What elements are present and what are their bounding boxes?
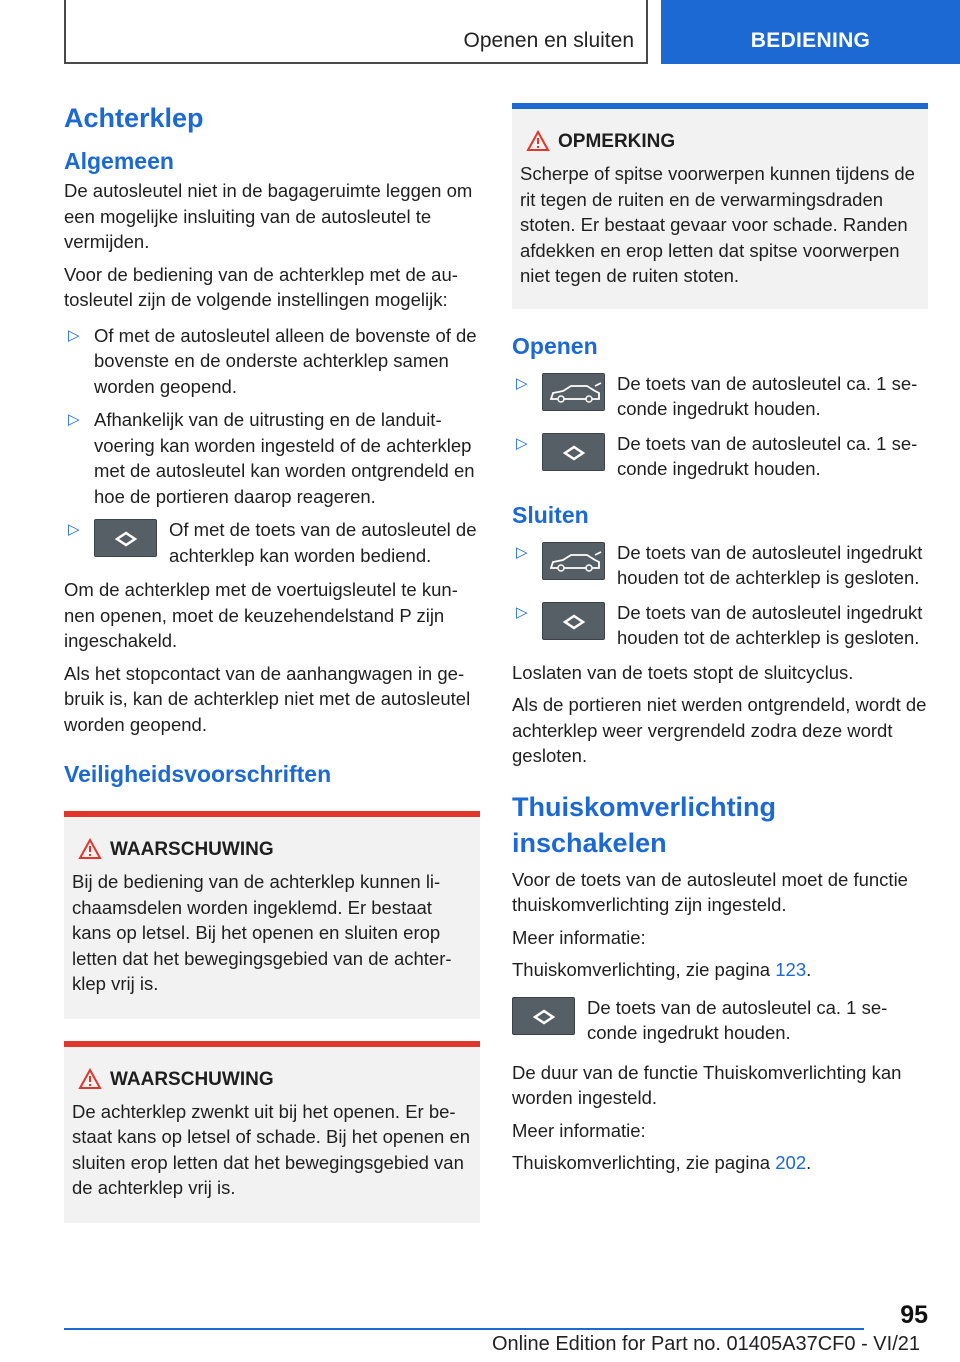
- list-item: ▷ Afhankelijk van de uitrusting en de landuitvoering kan worden ingesteld of de achterklep met de autosleutel kan worden ontgrendeld en hoe de portieren daarop reageren.: [68, 409, 475, 507]
- paragraph: Voor de bediening van de achterklep met de autosleutel zijn de volgende instellingen mogelijk:: [64, 263, 458, 310]
- page-link-123[interactable]: 123: [775, 959, 807, 980]
- paragraph: Meer informatie:: [512, 926, 646, 948]
- paragraph: Loslaten van de toets stopt de sluitcyclus.: [512, 661, 854, 683]
- page-title: Achterklep: [64, 103, 204, 133]
- warning-triangle-icon: [526, 130, 550, 152]
- list-item: ▷ De toets van de autosleutel ingedrukt houden tot de achterklep is gesloten.: [516, 541, 923, 588]
- list-item: ▷ Of met de toets van de autosleutel de achterklep kan worden bediend.: [68, 519, 477, 566]
- tailgate-key-icon: [542, 373, 605, 411]
- note-box: [512, 103, 928, 309]
- header-section-title: Openen en sluiten: [463, 29, 634, 52]
- note-title: OPMERKING: [558, 131, 676, 152]
- warning-title: WAARSCHUWING: [110, 1068, 274, 1090]
- warning-triangle-icon: [78, 838, 102, 860]
- paragraph: Om de achterklep met de voertuigsleutel te kunnen openen, moet de keuzehendelstand P zijn ingeschakeld.: [64, 579, 458, 651]
- key-button-icon: [542, 433, 605, 471]
- header-chapter-tab: [661, 0, 960, 64]
- footer-edition: Online Edition for Part no. 01405A37CF0 - VI/21: [491, 1333, 920, 1355]
- heading-algemeen: Algemeen: [64, 148, 174, 174]
- triangle-bullet-icon: ▷: [516, 374, 528, 392]
- warning-box: [64, 1041, 480, 1223]
- warning-box: [64, 811, 480, 1019]
- triangle-bullet-icon: ▷: [516, 434, 528, 452]
- key-button-icon: [542, 602, 605, 640]
- warning-text: De achterklep zwenkt uit bij het openen. Er bestaat kans op letsel of schade. Bij het openen en sluiten erop letten dat het bewegingsgebied van de achterklep vrij is.: [72, 1100, 471, 1198]
- paragraph: Als de portieren niet werden ontgrendeld, wordt de achterklep weer vergrendeld zodra deze wordt gesloten.: [512, 694, 927, 766]
- paragraph: De autosleutel niet in de bagageruimte leggen om een mogelijke insluiting van de autosleutel te vermijden.: [64, 180, 473, 252]
- list-item: ▷ De toets van de autosleutel ca. 1 seconde ingedrukt houden.: [516, 372, 918, 419]
- triangle-bullet-icon: ▷: [68, 411, 80, 428]
- heading-veiligheid: Veiligheidsvoorschriften: [64, 761, 332, 787]
- list-item: ▷ De toets van de autosleutel ca. 1 seconde ingedrukt houden.: [516, 432, 918, 479]
- warning-title: WAARSCHUWING: [110, 839, 274, 860]
- triangle-bullet-icon: ▷: [516, 603, 528, 621]
- note-text: Scherpe of spitse voorwerpen kunnen tijdens de rit tegen de ruiten en de verwarmingsdraden stoten. Er bestaat gevaar voor schade. Randen afdekken en erop letten dat spitse voorwerpen niet tegen de ruiten stoten.: [520, 163, 915, 286]
- key-button-icon: [94, 519, 157, 557]
- footer-divider: [64, 1328, 864, 1330]
- list-item: ▷ Of met de autosleutel alleen de bovenste of de bovenste en de onderste achterklep samen worden geopend.: [68, 324, 477, 397]
- triangle-bullet-icon: ▷: [68, 326, 80, 344]
- page-link-202[interactable]: 202: [775, 1152, 807, 1173]
- key-button-icon: [512, 997, 575, 1035]
- tailgate-key-icon: [542, 542, 605, 580]
- right-column: [512, 103, 928, 1183]
- key-row: De toets van de autosleutel ca. 1 seconde ingedrukt houden.: [512, 995, 928, 1046]
- page-number: 95: [900, 1301, 928, 1329]
- warning-text: Bij de bediening van de achterklep kunnen lichaamsdelen worden ingeklemd. Er bestaat kans op letsel. Bij het openen en sluiten erop letten dat het bewegingsgebied van de achterklep vrij is.: [72, 871, 452, 994]
- page-reference: Thuiskomverlichting, zie pagina 123.: [512, 959, 812, 980]
- warning-triangle-icon: [78, 1068, 102, 1090]
- paragraph: Als het stopcontact van de aanhangwagen in gebruik is, kan de achterklep niet met de autosleutel worden geopend.: [64, 662, 471, 735]
- paragraph: Voor de toets van de autosleutel moet de functie thuiskomverlichting zijn ingesteld.: [512, 868, 908, 915]
- triangle-bullet-icon: ▷: [68, 521, 80, 538]
- heading-openen: Openen: [512, 332, 598, 359]
- heading-thuiskomverlichting: Thuiskomverlichting inschakelen: [512, 791, 777, 858]
- header-chapter-title: BEDIENING: [750, 29, 871, 52]
- triangle-bullet-icon: ▷: [516, 543, 528, 561]
- heading-sluiten: Sluiten: [512, 501, 589, 528]
- header-section-tab: [64, 0, 648, 64]
- list-item: ▷ De toets van de autosleutel ingedrukt houden tot de achterklep is gesloten.: [516, 601, 923, 648]
- paragraph: Meer informatie:: [512, 1119, 646, 1141]
- page-reference: Thuiskomverlichting, zie pagina 202.: [512, 1152, 812, 1173]
- left-column: [64, 100, 480, 1237]
- paragraph: De duur van de functie Thuiskomverlichting kan worden ingesteld.: [512, 1061, 902, 1108]
